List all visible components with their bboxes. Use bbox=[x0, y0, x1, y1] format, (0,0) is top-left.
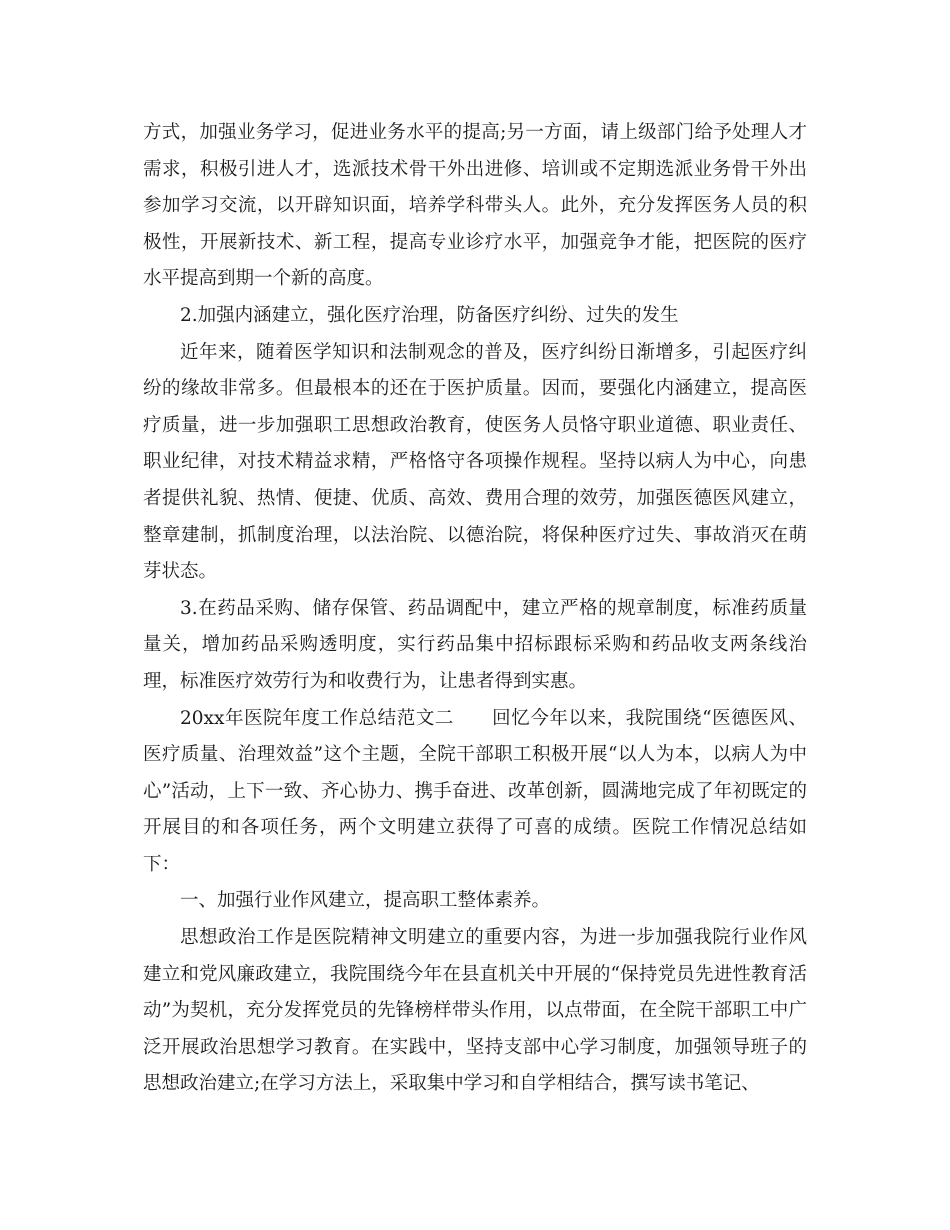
paragraph-7: 思想政治工作是医院精神文明建立的重要内容，为进一步加强我院行业作风建立和党风廉政建立，我院围绕今年在县直机关中开展的“保持党员先进性教育活动”为契机，充分发挥党员的先锋榜样带头作用，以点带面，在全院干部职工中广泛开展政治思想学习教育。在实践中，坚持支部中心学习制度，加强领导班子的思想政治建立;在学习方法上，采取集中学习和自学相结合，撰写读书笔记、 bbox=[143, 927, 807, 1095]
paragraph-5: 20xx年医院年度工作总结范文二 回忆今年以来，我院围绕“医德医风、医疗质量、治理效益”这个主题，全院干部职工积极开展“以人为本，以病人为中心”活动，上下一致、齐心协力、携手奋进、改革创新，圆满地完成了年初既定的开展目的和各项任务，两个文明建立获得了可喜的成绩。医院工作情况总结如下： bbox=[143, 707, 807, 875]
paragraph-3: 近年来，随着医学知识和法制观念的普及，医疗纠纷日渐增多，引起医疗纠纷的缘故非常多。但最根本的还在于医护质量。因而，要强化内涵建立，提高医疗质量，进一步加强职工思想政治教育，使医务人员恪守职业道德、职业责任、职业纪律，对技术精益求精，严格恪守各项操作规程。坚持以病人为中心，向患者提供礼貌、热情、便捷、优质、高效、费用合理的效劳，加强医德医风建立，整章建制，抓制度治理，以法治院、以德治院，将保种医疗过失、事故消灭在萌芽状态。 bbox=[143, 341, 807, 583]
paragraph-4: 3.在药品采购、储存保管、药品调配中，建立严格的规章制度，标准药质量量关，增加药品采购透明度，实行药品集中招标跟标采购和药品收支两条线治理，标准医疗效劳行为和收费行为，让患者得到实惠。 bbox=[143, 597, 807, 692]
paragraph-2-heading: 2.加强内涵建立，强化医疗治理，防备医疗纠纷、过失的发生 bbox=[180, 304, 679, 326]
document-page bbox=[143, 115, 807, 1103]
paragraph-6-heading: 一、加强行业作风建立，提高职工整体素养。 bbox=[180, 890, 551, 912]
paragraph-1: 方式，加强业务学习，促进业务水平的提高;另一方面，请上级部门给予处理人才需求，积极引进人才，选派技术骨干外出进修、培训或不定期选派业务骨干外出参加学习交流，以开辟知识面，培养学科带头人。此外，充分发挥医务人员的积极性，开展新技术、新工程，提高专业诊疗水平，加强竞争才能，把医院的医疗水平提高到期一个新的高度。 bbox=[143, 122, 807, 290]
